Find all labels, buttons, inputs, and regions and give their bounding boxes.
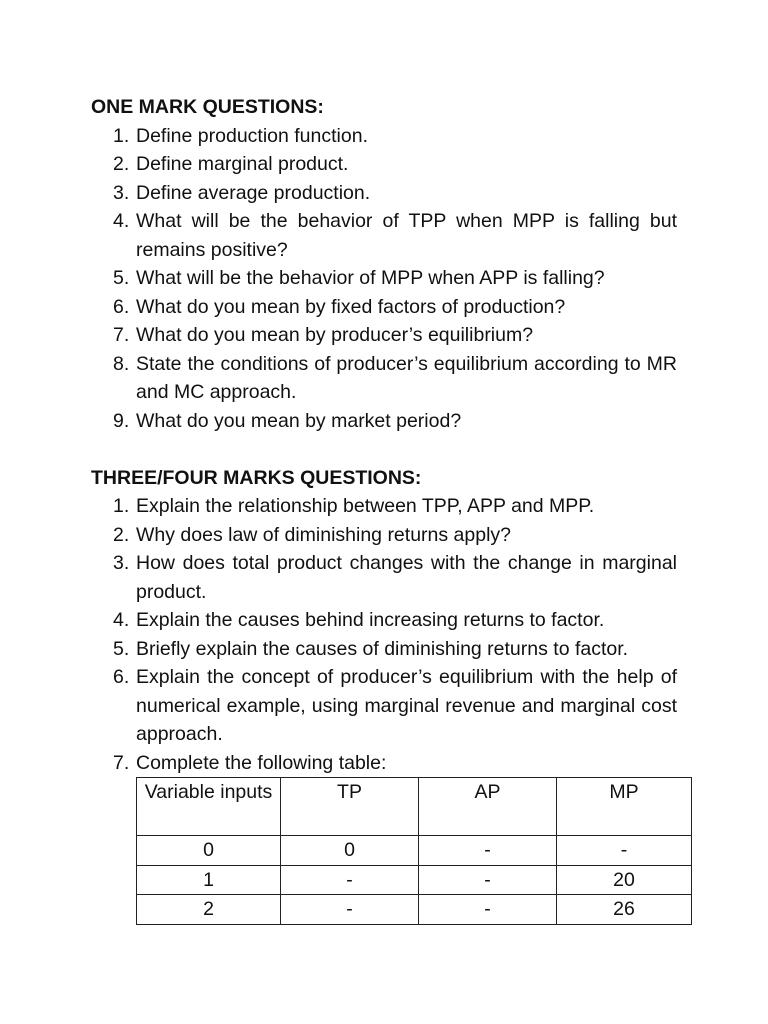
- question-item: [91, 492, 677, 521]
- question-number: 5.: [113, 267, 130, 289]
- section-title-three-four-marks: THREE/FOUR MARKS QUESTIONS:: [91, 466, 422, 489]
- table-header-row: [137, 778, 692, 836]
- question-text: What do you mean by market period?: [136, 409, 462, 432]
- question-number: 3.: [113, 552, 130, 574]
- table-cell: -: [419, 836, 557, 866]
- question-number: 3.: [113, 181, 130, 204]
- question-item: [91, 407, 677, 436]
- header-mp: MP: [557, 778, 692, 836]
- question-item: [91, 549, 677, 606]
- document-page: [91, 93, 677, 925]
- question-text: Explain the relationship between TPP, APP and MPP.: [136, 495, 595, 517]
- question-item: [91, 749, 677, 778]
- question-number: 6.: [113, 666, 130, 688]
- question-number: 9.: [113, 409, 130, 432]
- question-number: 4.: [113, 609, 130, 631]
- section-title-one-mark: ONE MARK QUESTIONS:: [91, 96, 324, 118]
- question-item: [91, 207, 677, 264]
- question-item: [91, 350, 677, 407]
- table-cell: 1: [137, 865, 281, 895]
- question-text: Define marginal product.: [136, 153, 349, 175]
- table-cell: 0: [281, 836, 419, 866]
- question-text: How does total product changes with the change in marginal product.: [136, 552, 677, 603]
- question-item: [91, 179, 677, 208]
- production-table: [136, 777, 692, 925]
- question-number: 7.: [113, 751, 130, 774]
- table-cell: -: [419, 865, 557, 895]
- three-four-mark-question-list: [91, 492, 677, 777]
- question-number: 2.: [113, 523, 130, 546]
- question-text: State the conditions of producer’s equilibrium according to MR and MC approach.: [136, 352, 677, 403]
- question-text: Why does law of diminishing returns apply?: [136, 523, 512, 546]
- question-item: [91, 150, 677, 179]
- table-row: [137, 895, 692, 925]
- question-number: 5.: [113, 637, 130, 660]
- table-cell: -: [557, 836, 692, 866]
- table-row: [137, 865, 692, 895]
- question-number: 1.: [113, 124, 130, 147]
- question-item: [91, 521, 677, 550]
- question-item: [91, 663, 677, 749]
- question-number: 7.: [113, 324, 130, 346]
- question-item: [91, 321, 677, 350]
- table-cell: 2: [137, 895, 281, 925]
- table-cell: 0: [137, 836, 281, 866]
- table-cell: 26: [557, 895, 692, 925]
- table-cell: -: [281, 865, 419, 895]
- table-cell: -: [281, 895, 419, 925]
- header-tp: TP: [281, 778, 419, 836]
- question-number: 8.: [113, 352, 130, 375]
- question-item: [91, 293, 677, 322]
- question-text: What do you mean by fixed factors of production?: [136, 295, 566, 318]
- question-number: 6.: [113, 295, 130, 318]
- header-ap: AP: [419, 778, 557, 836]
- question-text: Explain the causes behind increasing returns to factor.: [136, 609, 605, 631]
- question-text: Explain the concept of producer’s equilibrium with the help of numerical example, using marginal revenue and marginal cost approach.: [136, 666, 677, 745]
- question-item: [91, 606, 677, 635]
- header-variable-inputs: Variable inputs: [137, 778, 281, 836]
- question-item: [91, 635, 677, 664]
- table-cell: -: [419, 895, 557, 925]
- question-text: What will be the behavior of TPP when MPP is falling but remains positive?: [136, 210, 677, 261]
- section-spacer: [91, 435, 677, 464]
- question-text: What do you mean by producer’s equilibrium?: [136, 324, 534, 346]
- question-text: What will be the behavior of MPP when APP is falling?: [136, 267, 605, 289]
- question-item: [91, 122, 677, 151]
- question-text: Define average production.: [136, 181, 371, 204]
- table-row: [137, 836, 692, 866]
- question-item: [91, 264, 677, 293]
- question-text: Briefly explain the causes of diminishing returns to factor.: [136, 637, 629, 660]
- question-text: Complete the following table:: [136, 751, 387, 774]
- question-number: 2.: [113, 153, 130, 175]
- table-cell: 20: [557, 865, 692, 895]
- question-number: 1.: [113, 495, 130, 517]
- question-text: Define production function.: [136, 124, 368, 147]
- question-number: 4.: [113, 210, 130, 232]
- one-mark-question-list: [91, 122, 677, 436]
